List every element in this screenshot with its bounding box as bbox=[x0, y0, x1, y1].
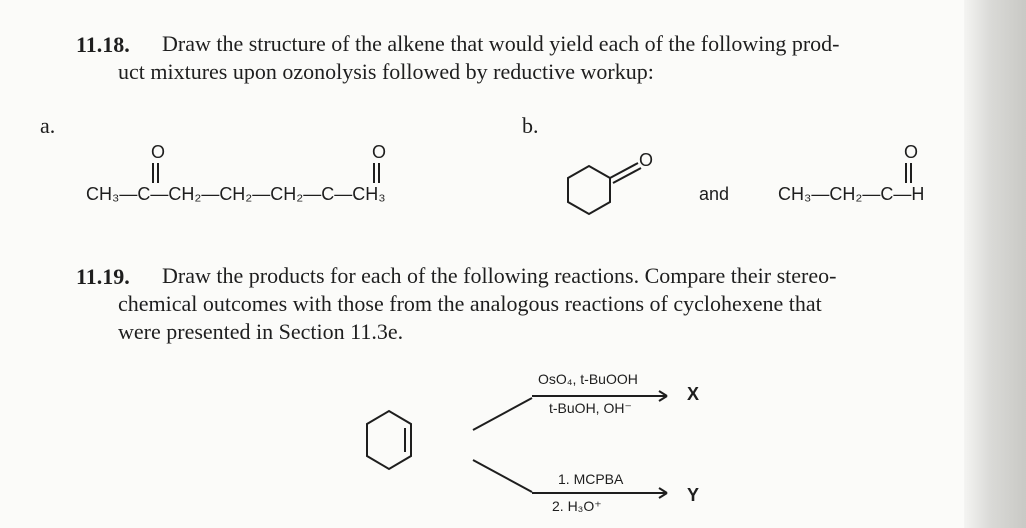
a-carbonyl-bond-1 bbox=[153, 163, 158, 183]
problem-11-19-line3: were presented in Section 11.3e. bbox=[118, 319, 404, 344]
part-a-label: a. bbox=[40, 113, 56, 138]
problem-11-19-number: 11.19. bbox=[76, 264, 130, 289]
b-ketone-oxygen: O bbox=[639, 150, 654, 170]
reaction-arrow-top bbox=[532, 391, 667, 401]
top-reagent-below: t-BuOH, OH⁻ bbox=[549, 400, 632, 416]
a-oxygen-1: O bbox=[151, 142, 166, 162]
b-aldehyde-oxygen: O bbox=[904, 142, 919, 162]
b-and-connector: and bbox=[699, 184, 730, 204]
cyclohexanone-ring bbox=[568, 166, 610, 214]
product-x: X bbox=[687, 384, 700, 404]
problem-11-18-line1: Draw the structure of the alkene that would yield each of the following prod- bbox=[162, 31, 840, 56]
a-diketone-chain: CH₃—C—CH₂—CH₂—CH₂—C—CH₃ bbox=[86, 184, 386, 204]
reaction-arrow-bottom bbox=[532, 488, 667, 498]
top-reagent-above: OsO₄, t-BuOOH bbox=[538, 371, 638, 387]
aldehyde-carbonyl-bond bbox=[906, 163, 911, 183]
part-b-label: b. bbox=[522, 113, 539, 138]
branch-line-top bbox=[473, 398, 532, 430]
ketone-double-bond bbox=[610, 163, 641, 183]
problem-11-19-line1: Draw the products for each of the following reactions. Compare their stereo- bbox=[162, 263, 837, 288]
problem-11-19-line2: chemical outcomes with those from the analogous reactions of cyclohexene that bbox=[118, 291, 822, 316]
bottom-reagent-above: 1. MCPBA bbox=[558, 471, 624, 487]
product-y: Y bbox=[687, 485, 700, 505]
branch-line-bottom bbox=[473, 460, 532, 492]
b-aldehyde-chain: CH₃—CH₂—C—H bbox=[778, 184, 925, 204]
bottom-reagent-below: 2. H₃O⁺ bbox=[552, 498, 602, 514]
problem-11-18-number: 11.18. bbox=[76, 32, 130, 57]
problem-11-18-line2: uct mixtures upon ozonolysis followed by reductive workup: bbox=[118, 59, 654, 84]
a-oxygen-2: O bbox=[372, 142, 387, 162]
a-carbonyl-bond-2 bbox=[374, 163, 379, 183]
